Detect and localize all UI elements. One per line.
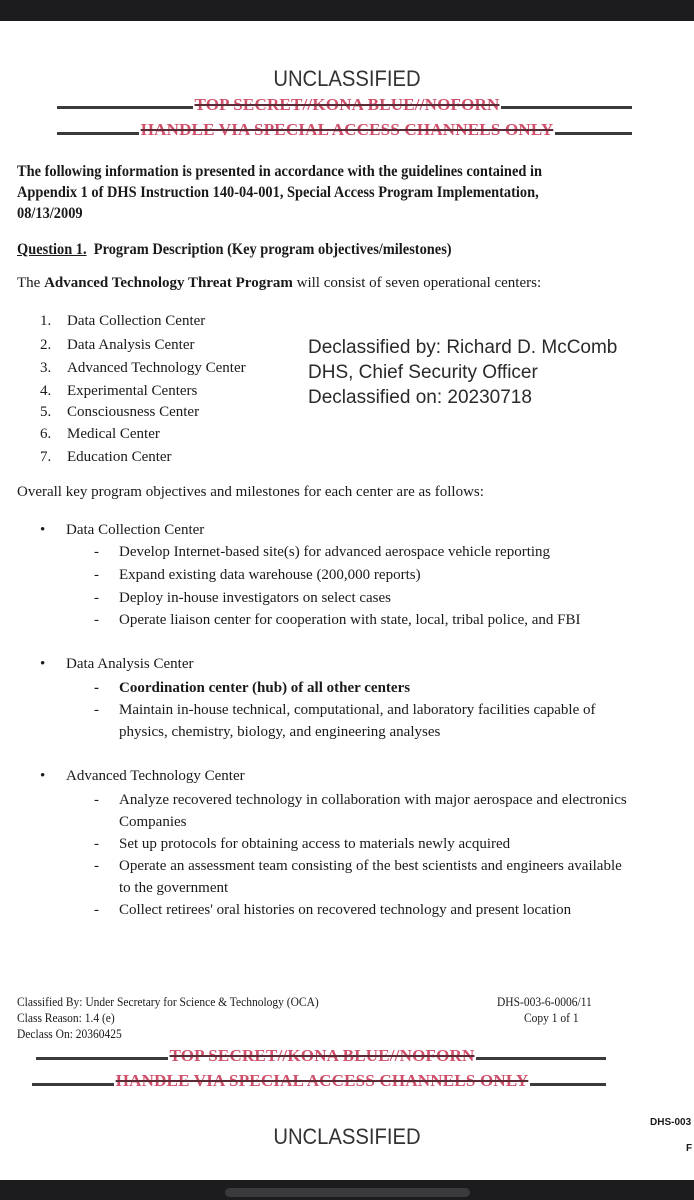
objective-item: physics, chemistry, biology, and engineering analyses: [119, 724, 441, 740]
handling-bottom: [0, 1071, 644, 1091]
objective-item: Operate an assessment team consisting of the best scientists and engineers available: [119, 858, 622, 874]
classified-by: Classified By: Under Secretary for Science & Technology (OCA): [17, 995, 319, 1009]
center-number: 3.: [40, 360, 52, 376]
dash-icon: -: [94, 792, 99, 808]
lead-post: will consist of seven operational centers:: [292, 275, 542, 291]
dash-icon: -: [94, 902, 99, 918]
objective-item: Coordination center (hub) of all other centers: [119, 680, 411, 696]
bullet-icon: •: [40, 522, 46, 538]
bullet-icon: •: [40, 768, 46, 784]
center-number: 6.: [40, 426, 52, 442]
center-name: Experimental Centers: [67, 383, 198, 399]
handling-top: [0, 120, 694, 140]
center-number: 7.: [40, 449, 52, 465]
class-reason: Class Reason: 1.4 (e): [17, 1011, 115, 1025]
dash-icon: -: [94, 858, 99, 874]
home-indicator[interactable]: [225, 1188, 470, 1197]
lead-pre: The: [17, 275, 45, 291]
intro-line: The following information is presented in accordance with the guidelines contained in: [17, 163, 542, 180]
declass-on: Declass On: 20360425: [17, 1027, 122, 1041]
declassified-on: Declassified on: 20230718: [308, 387, 532, 408]
bullet-icon: •: [40, 656, 46, 672]
question-label: Question 1.: [17, 241, 87, 258]
dash-icon: -: [94, 567, 99, 583]
classification-top: [0, 95, 694, 115]
question-title: Program Description (Key program objectives/milestones): [93, 241, 452, 258]
classification-text: TOP SECRET//KONA BLUE//NOFORN: [169, 1046, 475, 1065]
center-name: Advanced Technology Center: [67, 360, 246, 376]
objective-item: Deploy in-house investigators on select cases: [119, 590, 392, 606]
overall-text: Overall key program objectives and milestones for each center are as follows:: [17, 484, 484, 500]
center-number: 2.: [40, 337, 52, 353]
classification-bottom: [0, 1046, 644, 1066]
objective-item: to the government: [119, 880, 229, 896]
dash-icon: -: [94, 612, 99, 628]
copy-number: Copy 1 of 1: [524, 1011, 579, 1025]
lead-text: [17, 275, 541, 292]
objective-item: Maintain in-house technical, computational, and laboratory facilities capable of: [119, 702, 596, 718]
objective-item: Collect retirees' oral histories on recovered technology and present location: [119, 902, 572, 918]
dash-icon: -: [94, 836, 99, 852]
dash-icon: -: [94, 544, 99, 560]
edge-doc-id: DHS-003: [650, 1117, 692, 1128]
classification-text: TOP SECRET//KONA BLUE//NOFORN: [194, 95, 500, 114]
objective-item: Analyze recovered technology in collaboration with major aerospace and electronics: [119, 792, 627, 808]
marking-bottom: UNCLASSIFIED: [273, 1124, 421, 1149]
edge-letter: F: [686, 1143, 693, 1154]
declassifier-title: DHS, Chief Security Officer: [308, 362, 538, 383]
marking-top: UNCLASSIFIED: [273, 66, 421, 91]
center-name: Data Analysis Center: [67, 337, 195, 353]
objective-item: Set up protocols for obtaining access to materials newly acquired: [119, 836, 511, 852]
dash-icon: -: [94, 702, 99, 718]
program-name: Advanced Technology Threat Program: [44, 275, 293, 291]
declassified-by: Declassified by: Richard D. McComb: [308, 337, 618, 358]
objective-item: Expand existing data warehouse (200,000 reports): [119, 567, 421, 583]
objective-item: Companies: [119, 814, 187, 830]
center-name: Education Center: [67, 449, 172, 465]
question-heading: [17, 241, 452, 259]
section-title: Data Analysis Center: [66, 656, 194, 672]
center-number: 4.: [40, 383, 52, 399]
center-number: 5.: [40, 404, 52, 420]
section-title: Data Collection Center: [66, 522, 205, 538]
document-id: DHS-003-6-0006/11: [497, 995, 592, 1009]
center-number: 1.: [40, 313, 52, 329]
handling-text: HANDLE VIA SPECIAL ACCESS CHANNELS ONLY: [115, 1071, 529, 1090]
center-name: Data Collection Center: [67, 313, 206, 329]
handling-text: HANDLE VIA SPECIAL ACCESS CHANNELS ONLY: [140, 120, 554, 139]
intro-line: Appendix 1 of DHS Instruction 140-04-001, Special Access Program Implementation,: [17, 184, 539, 201]
dash-icon: -: [94, 680, 99, 696]
section-title: Advanced Technology Center: [66, 768, 245, 784]
top-bar: [0, 0, 694, 21]
intro-line: 08/13/2009: [17, 205, 83, 222]
objective-item: Develop Internet-based site(s) for advanced aerospace vehicle reporting: [119, 544, 551, 560]
objective-item: Operate liaison center for cooperation with state, local, tribal police, and FBI: [119, 612, 581, 628]
center-name: Consciousness Center: [67, 404, 200, 420]
center-name: Medical Center: [67, 426, 160, 442]
dash-icon: -: [94, 590, 99, 606]
